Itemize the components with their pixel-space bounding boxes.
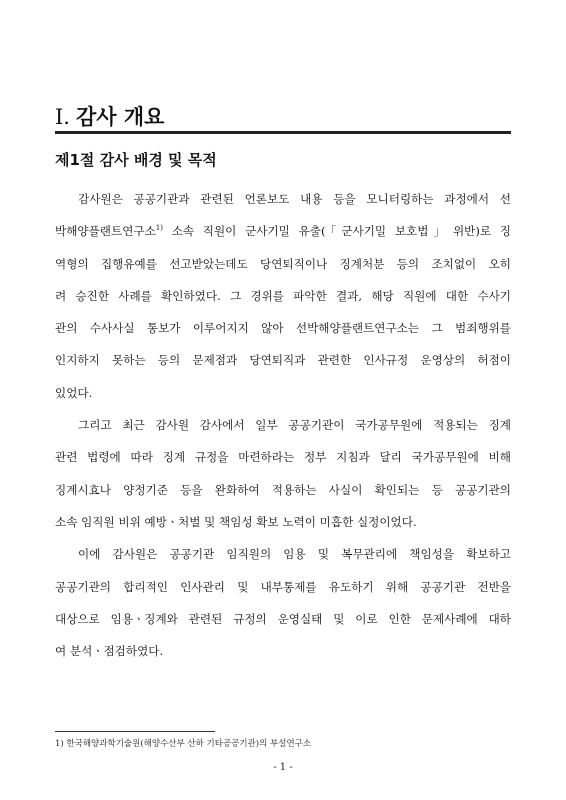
paragraph-line: 려 승진한 사례를 확인하였다. 그 경위를 파악한 결과, 해당 직원에 대한 수사기 [55, 288, 511, 303]
chapter-underline [55, 131, 511, 134]
paragraph-line: 이에 감사원은 공공기관 임직원의 임용 및 복무관리에 책임성을 확보하고 [78, 547, 511, 562]
paragraph-line: 공공기관의 합리적인 인사관리 및 내부통제를 유도하기 위해 공공기관 전반을 [55, 579, 511, 594]
paragraph-line: 대상으로 임용ㆍ징계와 관련된 규정의 운영실태 및 이로 인한 문제사례에 대하 [55, 611, 511, 626]
chapter-title: 감사 개요 [75, 105, 165, 129]
paragraph-line: 여 분석ㆍ점검하였다. [55, 644, 164, 659]
paragraph-line: 역형의 집행유예를 선고받았는데도 당연퇴직이나 징계처분 등의 조치없이 오히 [55, 256, 511, 271]
body-text [55, 183, 511, 667]
paragraph-line: 징계시효나 양정기준 등을 완화하여 적용하는 사실이 확인되는 등 공공기관의 [55, 482, 511, 497]
paragraph-line: 관련 법령에 따라 징계 규정을 마련하라는 정부 지침과 달리 국가공무원에 비해 [55, 450, 511, 465]
footnote-reference: 1) [155, 224, 163, 233]
chapter-number: Ⅰ. [55, 105, 70, 129]
paragraph-1 [55, 183, 511, 409]
paragraph-line: 관의 수사사실 통보가 이루어지지 않아 선박해양플랜트연구소는 그 범죄행위를 [55, 321, 511, 336]
footnote: 1) 한국해양과학기술원(해양수산부 산하 기타공공기관)의 부설연구소 [55, 739, 312, 749]
section-heading: 제1절 감사 배경 및 목적 [55, 151, 217, 169]
paragraph-line: 소속 임직원 비위 예방ㆍ처벌 및 책임성 확보 노력이 미흡한 실정이었다. [55, 514, 417, 529]
paragraph-2 [55, 409, 511, 538]
footnote-divider [55, 731, 215, 732]
paragraph-line [55, 215, 511, 247]
page-number: - 1 - [273, 762, 293, 773]
text-fragment: 박해양플랜트연구소 [55, 224, 156, 239]
paragraph-3 [55, 538, 511, 667]
chapter-heading [55, 101, 515, 131]
paragraph-line: 감사원은 공공기관과 관련된 언론보도 내용 등을 모니터링하는 과정에서 선 [78, 192, 511, 206]
paragraph-line: 인지하지 못하는 등의 문제점과 당연퇴직과 관련한 인사규정 운영상의 허점이 [55, 353, 511, 368]
paragraph-line: 있었다. [55, 385, 93, 400]
text-fragment: 소속 직원이 군사기밀 유출(｢군사기밀 보호법｣ 위반)로 징 [171, 224, 511, 239]
paragraph-line: 그리고 최근 감사원 감사에서 일부 공공기관이 국가공무원에 적용되는 징계 [78, 418, 511, 433]
